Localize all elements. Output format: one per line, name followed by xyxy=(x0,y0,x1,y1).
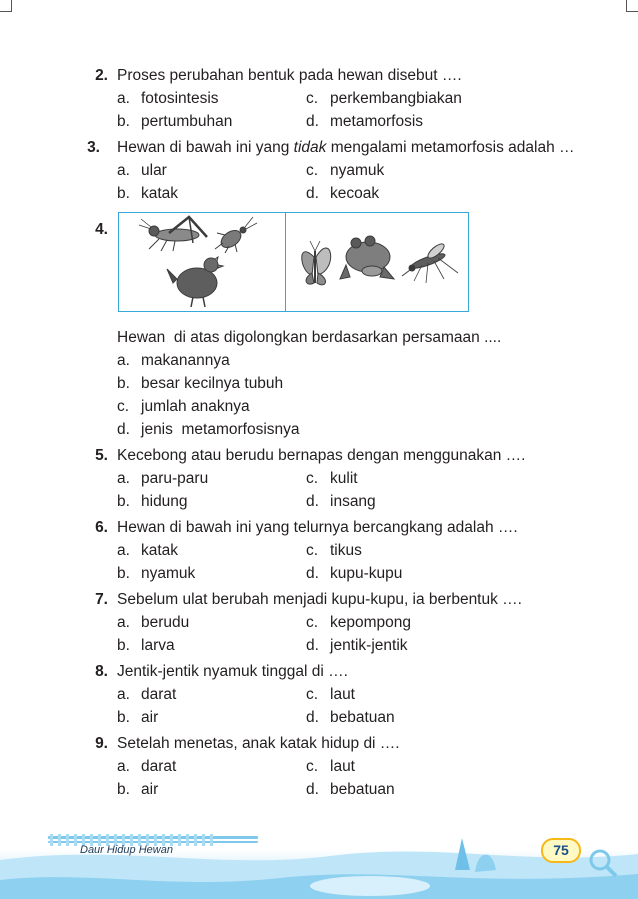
option-row xyxy=(117,755,638,778)
option-text: jentik-jentik xyxy=(330,637,408,654)
option-text: pertumbuhan xyxy=(141,113,233,130)
butterfly-icon xyxy=(302,241,331,285)
option-b[interactable] xyxy=(117,634,306,657)
question-text: Kecebong atau berudu bernapas dengan menggunakan …. xyxy=(117,447,526,464)
option-text: laut xyxy=(330,758,355,775)
option-text: metamorfosis xyxy=(330,113,424,130)
question-text xyxy=(117,136,587,159)
option-letter: d. xyxy=(306,113,319,130)
option-d[interactable] xyxy=(306,634,408,657)
footer-decoration xyxy=(0,830,638,899)
option-row xyxy=(117,634,638,657)
question-text: Proses perubahan bentuk pada hewan disebut …. xyxy=(117,67,462,84)
option-letter: a. xyxy=(117,614,130,631)
option-row xyxy=(117,182,638,205)
option-b[interactable] xyxy=(117,490,306,513)
option-text: besar kecilnya tubuh xyxy=(141,375,284,392)
option-letter: c. xyxy=(306,542,319,559)
question-number: 2. xyxy=(95,67,108,84)
option-text: perkembangbiakan xyxy=(330,90,462,107)
question-number: 3. xyxy=(87,139,100,156)
option-row xyxy=(117,159,638,182)
question-8 xyxy=(0,660,638,729)
option-letter: a. xyxy=(117,758,130,775)
question-number: 5. xyxy=(95,447,108,464)
option-letter: b. xyxy=(117,781,130,798)
option-text: berudu xyxy=(141,614,190,631)
option-a[interactable] xyxy=(117,755,306,778)
option-row xyxy=(117,467,638,490)
question-9 xyxy=(0,732,638,801)
option-letter: b. xyxy=(117,375,130,392)
option-text: tikus xyxy=(330,542,362,559)
option-text: air xyxy=(141,781,159,798)
option-letter: d. xyxy=(306,781,319,798)
option-letter: d. xyxy=(306,493,319,510)
question-number: 6. xyxy=(95,519,108,536)
option-row xyxy=(117,683,638,706)
option-row xyxy=(117,539,638,562)
option-letter: d. xyxy=(306,185,319,202)
option-letter: a. xyxy=(117,470,130,487)
option-d[interactable] xyxy=(306,110,423,133)
option-d[interactable] xyxy=(306,706,395,729)
option-row xyxy=(117,611,638,634)
crop-mark-top-left xyxy=(0,0,12,12)
question-text: Hewan di bawah ini yang telurnya bercangkang adalah …. xyxy=(117,519,518,536)
cockroach-icon xyxy=(215,217,257,253)
question-3 xyxy=(0,136,638,205)
option-text: katak xyxy=(141,542,179,559)
option-text: hidung xyxy=(141,493,188,510)
option-text: makanannya xyxy=(141,352,230,369)
option-a[interactable] xyxy=(117,349,638,372)
option-letter: b. xyxy=(117,185,130,202)
frog-icon xyxy=(340,236,394,279)
option-letter: b. xyxy=(117,637,130,654)
option-b[interactable] xyxy=(117,778,306,801)
option-text: jenis metamorfosisnya xyxy=(141,421,300,438)
option-letter: c. xyxy=(306,90,319,107)
figure-panel-left xyxy=(119,213,286,311)
option-c[interactable] xyxy=(306,611,411,634)
option-text: insang xyxy=(330,493,376,510)
option-b[interactable] xyxy=(117,182,306,205)
option-text: bebatuan xyxy=(330,781,395,798)
option-row xyxy=(117,562,638,585)
option-d[interactable] xyxy=(306,182,379,205)
option-a[interactable] xyxy=(117,159,306,182)
question-number: 7. xyxy=(95,591,108,608)
option-a[interactable] xyxy=(117,467,306,490)
option-c[interactable] xyxy=(306,467,358,490)
option-a[interactable] xyxy=(117,87,306,110)
question-4 xyxy=(0,212,638,441)
option-row xyxy=(117,110,638,133)
grasshopper-icon xyxy=(139,217,207,251)
option-text: laut xyxy=(330,686,355,703)
option-d[interactable] xyxy=(306,562,402,585)
question-list xyxy=(0,64,638,801)
question-text: Setelah menetas, anak katak hidup di …. xyxy=(117,735,400,752)
option-text: darat xyxy=(141,758,177,775)
option-b[interactable] xyxy=(117,706,306,729)
option-c[interactable] xyxy=(117,395,638,418)
option-letter: d. xyxy=(306,565,319,582)
option-d[interactable] xyxy=(117,418,638,441)
option-text: paru-paru xyxy=(141,470,209,487)
question-text-emphasis: tidak xyxy=(293,139,327,156)
option-letter: c. xyxy=(306,686,319,703)
option-text: fotosintesis xyxy=(141,90,219,107)
page-footer xyxy=(0,830,638,899)
option-text: kupu-kupu xyxy=(330,565,403,582)
option-letter: c. xyxy=(306,470,319,487)
question-number: 9. xyxy=(95,735,108,752)
question-2 xyxy=(0,64,638,133)
option-row xyxy=(117,87,638,110)
option-letter: d. xyxy=(306,637,319,654)
option-letter: d. xyxy=(306,709,319,726)
option-d[interactable] xyxy=(306,778,395,801)
question-text: Sebelum ulat berubah menjadi kupu-kupu, ia berbentuk …. xyxy=(117,591,522,608)
option-list xyxy=(117,349,638,441)
option-c[interactable] xyxy=(306,539,362,562)
option-a[interactable] xyxy=(117,683,306,706)
option-letter: b. xyxy=(117,493,130,510)
option-text: katak xyxy=(141,185,179,202)
figure-panel-right xyxy=(286,213,468,311)
option-letter: a. xyxy=(117,542,130,559)
option-letter: c. xyxy=(306,758,319,775)
option-b[interactable] xyxy=(117,110,306,133)
chapter-title: Daur Hidup Hewan xyxy=(80,844,173,856)
option-text: bebatuan xyxy=(330,709,395,726)
crop-mark-top-right xyxy=(626,0,638,12)
option-letter: c. xyxy=(117,398,130,415)
option-a[interactable] xyxy=(117,539,306,562)
option-c[interactable] xyxy=(306,755,355,778)
option-b[interactable] xyxy=(117,372,638,395)
option-letter: b. xyxy=(117,565,130,582)
option-letter: a. xyxy=(117,90,130,107)
option-text: ular xyxy=(141,162,167,179)
option-letter: a. xyxy=(117,352,130,369)
option-row xyxy=(117,778,638,801)
option-text: kulit xyxy=(330,470,358,487)
option-c[interactable] xyxy=(306,159,384,182)
question-text-part: mengalami metamorfosis adalah … xyxy=(326,139,575,156)
hen-icon xyxy=(167,257,223,307)
animal-figure xyxy=(118,212,469,312)
option-letter: c. xyxy=(306,162,319,179)
page-number: 75 xyxy=(541,838,581,863)
option-text: kecoak xyxy=(330,185,380,202)
option-text: darat xyxy=(141,686,177,703)
question-text: Hewan di atas digolongkan berdasarkan persamaan .... xyxy=(117,329,502,346)
option-text: nyamuk xyxy=(330,162,385,179)
question-text-part: Hewan di bawah ini yang xyxy=(117,139,294,156)
option-a[interactable] xyxy=(117,611,306,634)
option-c[interactable] xyxy=(306,87,462,110)
option-text: larva xyxy=(141,637,175,654)
option-text: kepompong xyxy=(330,614,412,631)
option-c[interactable] xyxy=(306,683,355,706)
option-letter: a. xyxy=(117,686,130,703)
option-text: jumlah anaknya xyxy=(141,398,250,415)
option-letter: c. xyxy=(306,614,319,631)
question-6 xyxy=(0,516,638,585)
option-row xyxy=(117,490,638,513)
option-letter: b. xyxy=(117,113,130,130)
question-number: 8. xyxy=(95,663,108,680)
question-7 xyxy=(0,588,638,657)
option-letter: d. xyxy=(117,421,130,438)
option-letter: a. xyxy=(117,162,130,179)
option-letter: b. xyxy=(117,709,130,726)
option-b[interactable] xyxy=(117,562,306,585)
option-d[interactable] xyxy=(306,490,376,513)
option-text: air xyxy=(141,709,159,726)
option-row xyxy=(117,706,638,729)
option-text: nyamuk xyxy=(141,565,196,582)
question-text: Jentik-jentik nyamuk tinggal di …. xyxy=(117,663,348,680)
question-5 xyxy=(0,444,638,513)
question-number: 4. xyxy=(95,221,108,238)
mosquito-icon xyxy=(402,242,458,283)
